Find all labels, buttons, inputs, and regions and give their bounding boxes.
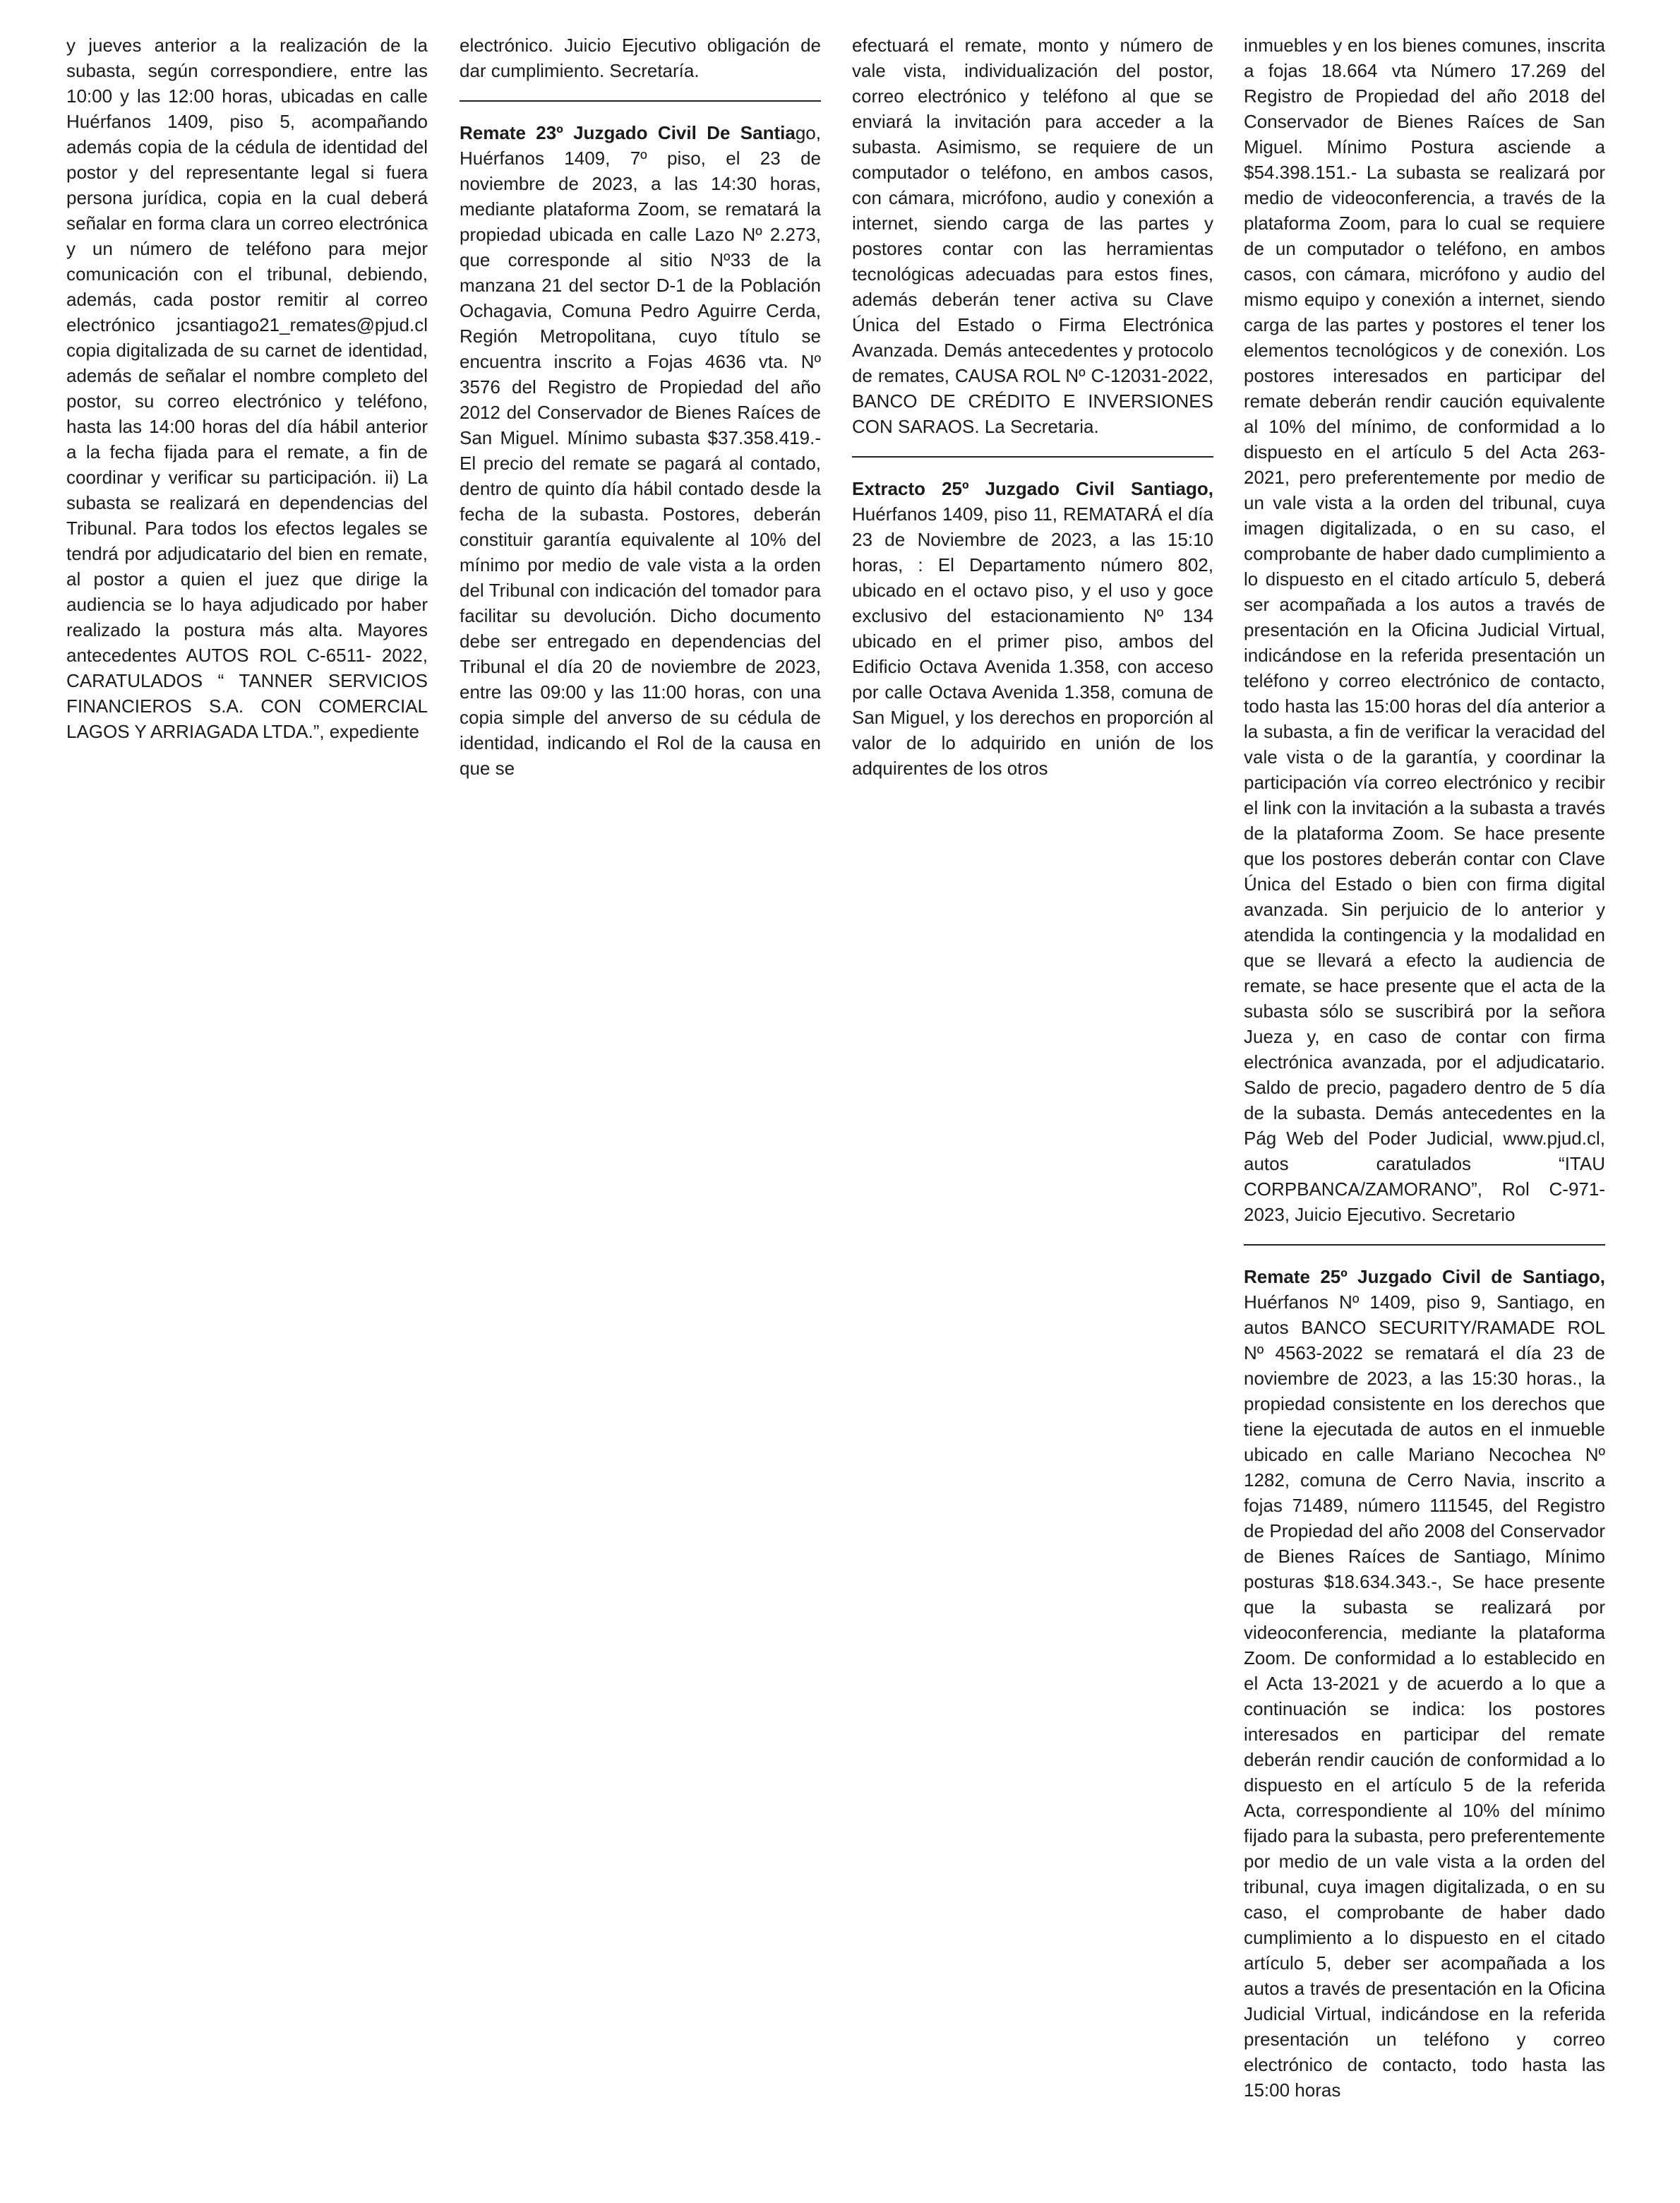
notice-heading: Remate 23º Juzgado Civil De Santia	[460, 122, 796, 143]
notice-divider	[460, 100, 821, 102]
notice-body: y jueves anterior a la realización de la subasta, según correspondiere, entre las 10:00 y las 12:00 horas, ubicadas en calle Huérfanos 1409, piso 5, acompañando además copia de la cédula de identidad del postor y del representante legal si fuera persona jurídica, copia en la cual deberá señalar en forma clara un correo electrónica y un número de teléfono para mejor comunicación con el tribunal, debiendo, además, cada postor remitir al correo electrónico jcsantiago21_remates@pjud.cl copia digitalizada de su carnet de identidad, además de señalar el nombre completo del postor, su correo electrónico y teléfono, hasta las 14:00 horas del día hábil anterior a la fecha fijada para el remate, a fin de coordinar y verificar su participación. ii) La subasta se realizará en dependencias del Tribunal. Para todos los efectos legales se tendrá por adjudicatario del bien en remate, al postor a quien el juez que dirige la audiencia se lo haya adjudicado por haber realizado la postura más alta. Mayores antecedentes AUTOS ROL C-6511- 2022, CARATULADOS “ TANNER SERVICIOS FINANCIEROS S.A. CON COMERCIAL LAGOS Y ARRIAGADA LTDA.”, expediente	[66, 35, 428, 742]
notice-body: Huérfanos Nº 1409, piso 9, Santiago, en autos BANCO SECURITY/RAMADE ROL Nº 4563-2022 se rematará el día 23 de noviembre de 2023, a las 15:30 horas., la propiedad consistente en los derechos que tiene la ejecutada de autos en el inmueble ubicado en calle Mariano Necochea Nº 1282, comuna de Cerro Navia, inscrito a fojas 71489, número 111545, del Registro de Propiedad del año 2008 del Conservador de Bienes Raíces de Santiago, Mínimo posturas $18.634.343.-, Se hace presente que la subasta se realizará por videoconferencia, mediante la plataforma Zoom. De conformidad a lo establecido en el Acta 13-2021 y de acuerdo a lo que a continuación se indica: los postores interesados en participar del remate deberán rendir caución de conformidad a lo dispuesto en el artículo 5 de la referida Acta, correspondiente al 10% del mínimo fijado para la subasta, pero preferentemente por medio de un vale vista a la orden del tribunal, cuya imagen digitalizada, o en su caso, el comprobante de haber dado cumplimiento a lo dispuesto en el citado artículo 5, deber ser acompañada a los autos a través de presentación en la Oficina Judicial Virtual, indicándose en la referida presentación un teléfono y correo electrónico de contacto, todo hasta las 15:00 horas	[1244, 1291, 1605, 2101]
notice-extracto-25-juzgado	[852, 476, 1213, 781]
notice-divider	[852, 456, 1213, 458]
notice-continuation	[66, 32, 428, 744]
notice-body: Huérfanos 1409, piso 11, REMATARÁ el día 23 de Noviembre de 2023, a las 15:10 horas, : El Departamento número 802, ubicado en el octavo piso, y el uso y goce exclusivo del estacionamiento Nº 134 ubicado en el primer piso, ambos del Edificio Octava Avenida 1.358, con acceso por calle Octava Avenida 1.358, comuna de San Miguel, y los derechos en proporción al valor de lo adquirido en unión de los adquirentes de los otros	[852, 503, 1213, 779]
notice-body: inmuebles y en los bienes comunes, inscrita a fojas 18.664 vta Número 17.269 del Registro de Propiedad del año 2018 del Conservador de Bienes Raíces de San Miguel. Mínimo Postura asciende a $54.398.151.- La subasta se realizará por medio de videoconferencia, a través de la plataforma Zoom, para lo cual se requiere de un computador o teléfono, en ambos casos, con cámara, micrófono y audio del mismo equipo y conexión a internet, siendo carga de las partes y postores el tener los elementos tecnológicos y de conexión. Los postores interesados en participar del remate deberán rendir caución equivalente al 10% del mínimo, de conformidad a lo dispuesto en el artículo 5 del Acta 263-2021, pero preferentemente por medio de un vale vista a la orden del tribunal, cuya imagen digitalizada, o en su caso, el comprobante de haber dado cumplimiento a lo dispuesto en el citado artículo 5, deberá ser acompañada a los autos a través de presentación en la Oficina Judicial Virtual, indicándose en la referida presentación un teléfono y correo electrónico de contacto, todo hasta las 15:00 horas del día anterior a la subasta, a fin de verificar la veracidad del vale vista o de la garantía, y coordinar la participación vía correo electrónico y recibir el link con la invitación a la subasta a través de la plataforma Zoom. Se hace presente que los postores deberán contar con Clave Única del Estado o bien con firma digital avanzada. Sin perjuicio de lo anterior y atendida la contingencia y la modalidad en que se llevará a efecto la audiencia de remate, se hace presente que el acta de la subasta sólo se suscribirá por la señora Jueza y, en caso de contar con firma electrónica avanzada, por el adjudicatario. Saldo de precio, pagadero dentro de 5 día de la subasta. Demás antecedentes en la Pág Web del Poder Judicial, www.pjud.cl, autos caratulados “ITAU CORPBANCA/ZAMORANO”, Rol C-971-2023, Juicio Ejecutivo. Secretario	[1244, 35, 1605, 1225]
notice-body: efectuará el remate, monto y número de vale vista, individualización del postor, correo electrónico y teléfono al que se enviará la invitación para acceder a la subasta. Asimismo, se requiere de un computador o teléfono, en ambos casos, con cámara, micrófono, audio y conexión a internet, siendo carga de las partes y postores contar con las herramientas tecnológicas adecuadas para estos fines, además deberán tener activa su Clave Única del Estado o Firma Electrónica Avanzada. Demás antecedentes y protocolo de remates, CAUSA ROL Nº C-12031-2022, BANCO DE CRÉDITO E INVERSIONES CON SARAOS. La Secretaria.	[852, 35, 1213, 437]
notice-remate-23-juzgado	[460, 120, 821, 781]
column-4	[1244, 32, 1605, 2103]
column-3	[852, 32, 1213, 781]
notice-remate-25-juzgado	[1244, 1264, 1605, 2103]
column-2	[460, 32, 821, 781]
notice-continuation	[460, 32, 821, 83]
notice-divider	[1244, 1244, 1605, 1246]
notice-body: go, Huérfanos 1409, 7º piso, el 23 de noviembre de 2023, a las 14:30 horas, mediante plataforma Zoom, se rematará la propiedad ubicada en calle Lazo Nº 2.273, que corresponde al sitio Nº33 de la manzana 21 del sector D-1 de la Población Ochagavia, Comuna Pedro Aguirre Cerda, Región Metropolitana, cuyo título se encuentra inscrito a Fojas 4636 vta. Nº 3576 del Registro de Propiedad del año 2012 del Conservador de Bienes Raíces de San Miguel. Mínimo subasta $37.358.419.- El precio del remate se pagará al contado, dentro de quinto día hábil contado desde la fecha de la subasta. Postores, deberán constituir garantía equivalente al 10% del mínimo por medio de vale vista a la orden del Tribunal con indicación del tomador para facilitar su devolución. Dicho documento debe ser entregado en dependencias del Tribunal el día 20 de noviembre de 2023, entre las 09:00 y las 11:00 horas, con una copia simple del anverso de su cédula de identidad, indicando el Rol de la causa en que se	[460, 122, 821, 779]
notice-continuation	[852, 32, 1213, 439]
notice-heading: Remate 25º Juzgado Civil de Santiago,	[1244, 1266, 1605, 1287]
column-1	[66, 32, 428, 744]
notice-continuation	[1244, 32, 1605, 1227]
notice-body: electrónico. Juicio Ejecutivo obligación de dar cumplimiento. Secretaría.	[460, 35, 821, 81]
notice-heading: Extracto 25º Juzgado Civil Santiago,	[852, 478, 1213, 499]
